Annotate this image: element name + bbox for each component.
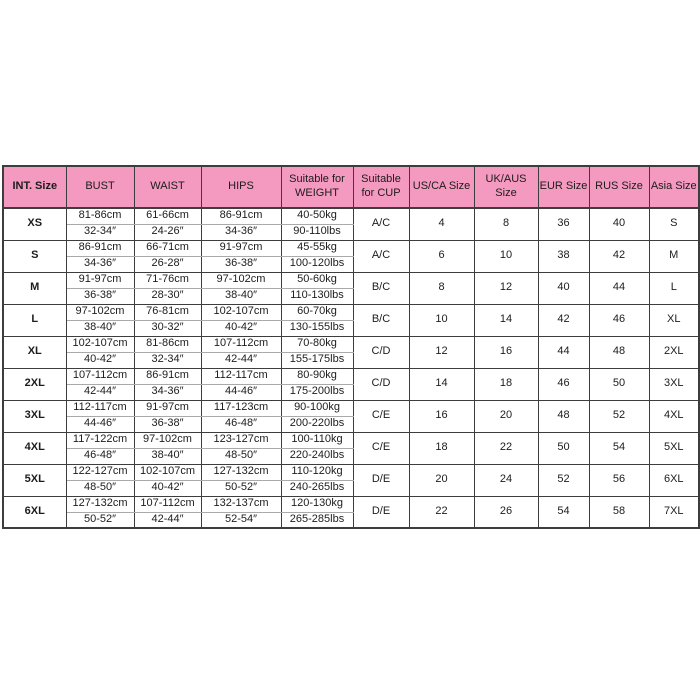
weight-lbs-cell: 130-155lbs [281,320,353,336]
eur-size-cell: 36 [538,208,589,240]
waist-inch-cell: 38-40″ [134,448,201,464]
hips-cm-cell: 127-132cm [201,464,281,480]
cup-cell: C/E [353,400,409,432]
uk-aus-size-cell: 26 [474,496,538,528]
waist-cm-cell: 107-112cm [134,496,201,512]
hips-inch-cell: 40-42″ [201,320,281,336]
bust-cm-cell: 117-122cm [66,432,134,448]
waist-inch-cell: 24-26″ [134,224,201,240]
cup-cell: A/C [353,208,409,240]
hips-cm-cell: 91-97cm [201,240,281,256]
hips-cm-cell: 112-117cm [201,368,281,384]
table-row [3,272,699,288]
eur-size-cell: 38 [538,240,589,272]
waist-inch-cell: 42-44″ [134,512,201,528]
table-row [3,240,699,256]
hips-inch-cell: 38-40″ [201,288,281,304]
bust-cm-cell: 122-127cm [66,464,134,480]
weight-kg-cell: 45-55kg [281,240,353,256]
asia-size-cell: 3XL [649,368,699,400]
waist-inch-cell: 30-32″ [134,320,201,336]
weight-lbs-cell: 155-175lbs [281,352,353,368]
waist-cm-cell: 61-66cm [134,208,201,224]
weight-kg-cell: 110-120kg [281,464,353,480]
col-header-asia: Asia Size [649,166,699,208]
weight-lbs-cell: 220-240lbs [281,448,353,464]
col-header-int-size: INT. Size [3,166,66,208]
bust-inch-cell: 42-44″ [66,384,134,400]
uk-aus-size-cell: 22 [474,432,538,464]
cup-cell: C/D [353,336,409,368]
size-label: S [3,240,66,272]
weight-kg-cell: 120-130kg [281,496,353,512]
bust-cm-cell: 112-117cm [66,400,134,416]
hips-inch-cell: 50-52″ [201,480,281,496]
waist-cm-cell: 71-76cm [134,272,201,288]
waist-inch-cell: 40-42″ [134,480,201,496]
eur-size-cell: 50 [538,432,589,464]
bust-cm-cell: 102-107cm [66,336,134,352]
waist-inch-cell: 28-30″ [134,288,201,304]
rus-size-cell: 56 [589,464,649,496]
weight-kg-cell: 90-100kg [281,400,353,416]
waist-inch-cell: 26-28″ [134,256,201,272]
asia-size-cell: 6XL [649,464,699,496]
col-header-weight: Suitable for WEIGHT [281,166,353,208]
weight-lbs-cell: 100-120lbs [281,256,353,272]
cup-cell: D/E [353,496,409,528]
cup-cell: C/D [353,368,409,400]
bust-cm-cell: 91-97cm [66,272,134,288]
cup-cell: B/C [353,304,409,336]
uk-aus-size-cell: 16 [474,336,538,368]
waist-cm-cell: 81-86cm [134,336,201,352]
col-header-us-ca: US/CA Size [409,166,474,208]
hips-inch-cell: 42-44″ [201,352,281,368]
size-label: XS [3,208,66,240]
col-header-eur: EUR Size [538,166,589,208]
hips-inch-cell: 46-48″ [201,416,281,432]
weight-lbs-cell: 175-200lbs [281,384,353,400]
bust-inch-cell: 36-38″ [66,288,134,304]
hips-cm-cell: 97-102cm [201,272,281,288]
size-label: L [3,304,66,336]
weight-kg-cell: 80-90kg [281,368,353,384]
eur-size-cell: 40 [538,272,589,304]
asia-size-cell: 5XL [649,432,699,464]
uk-aus-size-cell: 14 [474,304,538,336]
cup-cell: A/C [353,240,409,272]
weight-lbs-cell: 265-285lbs [281,512,353,528]
rus-size-cell: 44 [589,272,649,304]
weight-kg-cell: 70-80kg [281,336,353,352]
weight-kg-cell: 40-50kg [281,208,353,224]
bust-inch-cell: 34-36″ [66,256,134,272]
asia-size-cell: S [649,208,699,240]
bust-cm-cell: 107-112cm [66,368,134,384]
us-ca-size-cell: 22 [409,496,474,528]
uk-aus-size-cell: 10 [474,240,538,272]
eur-size-cell: 44 [538,336,589,368]
asia-size-cell: 4XL [649,400,699,432]
size-chart-table [2,165,700,529]
bust-cm-cell: 81-86cm [66,208,134,224]
hips-cm-cell: 123-127cm [201,432,281,448]
us-ca-size-cell: 8 [409,272,474,304]
size-label: 2XL [3,368,66,400]
waist-inch-cell: 36-38″ [134,416,201,432]
waist-cm-cell: 91-97cm [134,400,201,416]
size-label: 3XL [3,400,66,432]
weight-lbs-cell: 240-265lbs [281,480,353,496]
table-row [3,464,699,480]
col-header-cup: Suitable for CUP [353,166,409,208]
rus-size-cell: 50 [589,368,649,400]
bust-inch-cell: 32-34″ [66,224,134,240]
rus-size-cell: 54 [589,432,649,464]
eur-size-cell: 52 [538,464,589,496]
bust-cm-cell: 86-91cm [66,240,134,256]
waist-cm-cell: 86-91cm [134,368,201,384]
eur-size-cell: 46 [538,368,589,400]
size-label: M [3,272,66,304]
table-row [3,304,699,320]
uk-aus-size-cell: 18 [474,368,538,400]
bust-inch-cell: 38-40″ [66,320,134,336]
bust-inch-cell: 44-46″ [66,416,134,432]
us-ca-size-cell: 12 [409,336,474,368]
table-row [3,208,699,224]
rus-size-cell: 52 [589,400,649,432]
hips-cm-cell: 86-91cm [201,208,281,224]
weight-lbs-cell: 90-110lbs [281,224,353,240]
bust-inch-cell: 50-52″ [66,512,134,528]
asia-size-cell: 2XL [649,336,699,368]
table-row [3,400,699,416]
weight-kg-cell: 100-110kg [281,432,353,448]
hips-cm-cell: 102-107cm [201,304,281,320]
bust-cm-cell: 97-102cm [66,304,134,320]
size-label: 5XL [3,464,66,496]
us-ca-size-cell: 10 [409,304,474,336]
uk-aus-size-cell: 20 [474,400,538,432]
rus-size-cell: 40 [589,208,649,240]
hips-inch-cell: 52-54″ [201,512,281,528]
bust-cm-cell: 127-132cm [66,496,134,512]
waist-cm-cell: 97-102cm [134,432,201,448]
uk-aus-size-cell: 12 [474,272,538,304]
col-header-bust: BUST [66,166,134,208]
bust-inch-cell: 48-50″ [66,480,134,496]
hips-cm-cell: 117-123cm [201,400,281,416]
table-row [3,496,699,512]
hips-inch-cell: 44-46″ [201,384,281,400]
weight-kg-cell: 50-60kg [281,272,353,288]
size-label: XL [3,336,66,368]
hips-cm-cell: 132-137cm [201,496,281,512]
us-ca-size-cell: 4 [409,208,474,240]
us-ca-size-cell: 16 [409,400,474,432]
bust-inch-cell: 46-48″ [66,448,134,464]
table-row [3,368,699,384]
bust-inch-cell: 40-42″ [66,352,134,368]
us-ca-size-cell: 14 [409,368,474,400]
table-row [3,432,699,448]
hips-inch-cell: 36-38″ [201,256,281,272]
weight-lbs-cell: 110-130lbs [281,288,353,304]
cup-cell: C/E [353,432,409,464]
rus-size-cell: 42 [589,240,649,272]
asia-size-cell: 7XL [649,496,699,528]
col-header-uk-aus: UK/AUS Size [474,166,538,208]
eur-size-cell: 54 [538,496,589,528]
eur-size-cell: 42 [538,304,589,336]
waist-cm-cell: 66-71cm [134,240,201,256]
uk-aus-size-cell: 24 [474,464,538,496]
eur-size-cell: 48 [538,400,589,432]
cup-cell: D/E [353,464,409,496]
asia-size-cell: M [649,240,699,272]
asia-size-cell: XL [649,304,699,336]
cup-cell: B/C [353,272,409,304]
asia-size-cell: L [649,272,699,304]
hips-inch-cell: 48-50″ [201,448,281,464]
waist-cm-cell: 102-107cm [134,464,201,480]
col-header-rus: RUS Size [589,166,649,208]
header-row [3,166,699,208]
table-row [3,336,699,352]
col-header-waist: WAIST [134,166,201,208]
col-header-hips: HIPS [201,166,281,208]
rus-size-cell: 48 [589,336,649,368]
waist-inch-cell: 34-36″ [134,384,201,400]
us-ca-size-cell: 6 [409,240,474,272]
us-ca-size-cell: 20 [409,464,474,496]
size-label: 6XL [3,496,66,528]
waist-inch-cell: 32-34″ [134,352,201,368]
size-label: 4XL [3,432,66,464]
weight-kg-cell: 60-70kg [281,304,353,320]
us-ca-size-cell: 18 [409,432,474,464]
rus-size-cell: 46 [589,304,649,336]
waist-cm-cell: 76-81cm [134,304,201,320]
rus-size-cell: 58 [589,496,649,528]
hips-inch-cell: 34-36″ [201,224,281,240]
hips-cm-cell: 107-112cm [201,336,281,352]
weight-lbs-cell: 200-220lbs [281,416,353,432]
uk-aus-size-cell: 8 [474,208,538,240]
